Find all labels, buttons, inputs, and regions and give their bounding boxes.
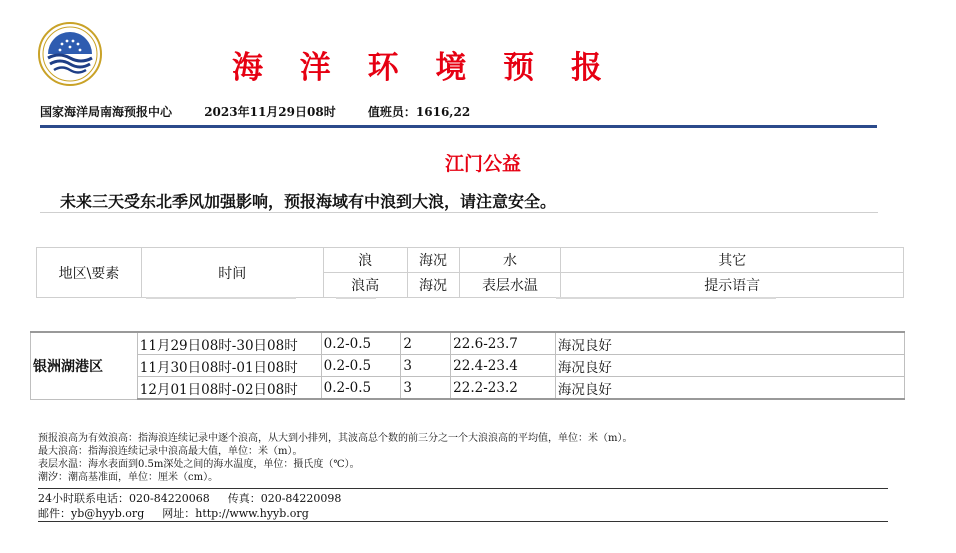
advisory-divider xyxy=(40,212,878,213)
header-water: 水 xyxy=(459,248,561,273)
contact-divider-bottom xyxy=(38,521,888,522)
table-row xyxy=(31,355,905,377)
fax-text: 传真：020-84220098 xyxy=(227,492,342,505)
definition-notes xyxy=(38,432,632,484)
time-cell: 12月01日08时-02日08时 xyxy=(137,377,321,400)
page-title: 海 洋 环 境 预 报 xyxy=(232,50,615,86)
soa-emblem-logo xyxy=(38,22,102,86)
forecast-table-body xyxy=(30,331,905,400)
temp-cell: 22.2-23.2 xyxy=(451,377,556,400)
note-wave-height: 预报浪高为有效浪高：指海浪连续记录中逐个浪高，从大到小排列，其波高总个数的前三分之一个大浪浪高的平均值，单位：米（m）。 xyxy=(38,433,633,444)
email-text: 邮件：yb@hyyb.org xyxy=(38,507,145,520)
sea-state-cell: 2 xyxy=(401,332,451,355)
header-region-element: 地区\要素 xyxy=(37,248,142,298)
header-tip: 提示语言 xyxy=(561,273,904,298)
header-sea-state-sub: 海况 xyxy=(407,273,459,298)
table-row xyxy=(31,332,905,355)
header-time: 时间 xyxy=(141,248,323,298)
header-wave-height: 浪高 xyxy=(323,273,407,298)
hotline-text: 24小时联系电话：020-84220068 xyxy=(38,492,210,505)
sea-state-cell: 3 xyxy=(401,377,451,400)
wave-cell: 0.2-0.5 xyxy=(321,332,401,355)
tip-cell: 海况良好 xyxy=(555,332,904,355)
location-cell: 银洲湖港区 xyxy=(31,332,138,399)
temp-cell: 22.4-23.4 xyxy=(451,355,556,377)
time-cell: 11月30日08时-01日08时 xyxy=(137,355,321,377)
website-text: 网址：http://www.hyyb.org xyxy=(162,507,309,520)
note-tide: 潮汐：潮高基准面，单位：厘米（cm）。 xyxy=(38,472,219,483)
contact-divider-top xyxy=(38,488,888,489)
header-divider xyxy=(40,125,877,128)
forecast-table-header xyxy=(36,247,904,298)
region-title: 江门公益 xyxy=(444,153,521,175)
tip-cell: 海况良好 xyxy=(555,377,904,400)
duty-officer: 值班员：1616,22 xyxy=(367,105,471,119)
contact-info xyxy=(38,491,359,521)
time-cell: 11月29日08时-30日08时 xyxy=(137,332,321,355)
table-row xyxy=(31,377,905,400)
tip-cell: 海况良好 xyxy=(555,355,904,377)
issue-meta xyxy=(40,103,470,120)
note-max-wave: 最大浪高：指海浪连续记录中浪高最大值，单位：米（m）。 xyxy=(38,446,303,457)
advisory-text: 未来三天受东北季风加强影响，预报海域有中浪到大浪，请注意安全。 xyxy=(60,192,557,211)
header-sea-state: 海况 xyxy=(407,248,459,273)
header-surface-temp: 表层水温 xyxy=(459,273,561,298)
cropped-row-fragment xyxy=(36,297,904,303)
issue-datetime: 2023年11月29日08时 xyxy=(204,105,336,119)
header-other: 其它 xyxy=(561,248,904,273)
wave-cell: 0.2-0.5 xyxy=(321,355,401,377)
issuing-center: 国家海洋局南海预报中心 xyxy=(40,105,173,119)
wave-cell: 0.2-0.5 xyxy=(321,377,401,400)
temp-cell: 22.6-23.7 xyxy=(451,332,556,355)
header-wave: 浪 xyxy=(323,248,407,273)
sea-state-cell: 3 xyxy=(401,355,451,377)
note-surface-temp: 表层水温：海水表面到0.5m深处之间的海水温度，单位：摄氏度（℃）。 xyxy=(38,459,360,470)
